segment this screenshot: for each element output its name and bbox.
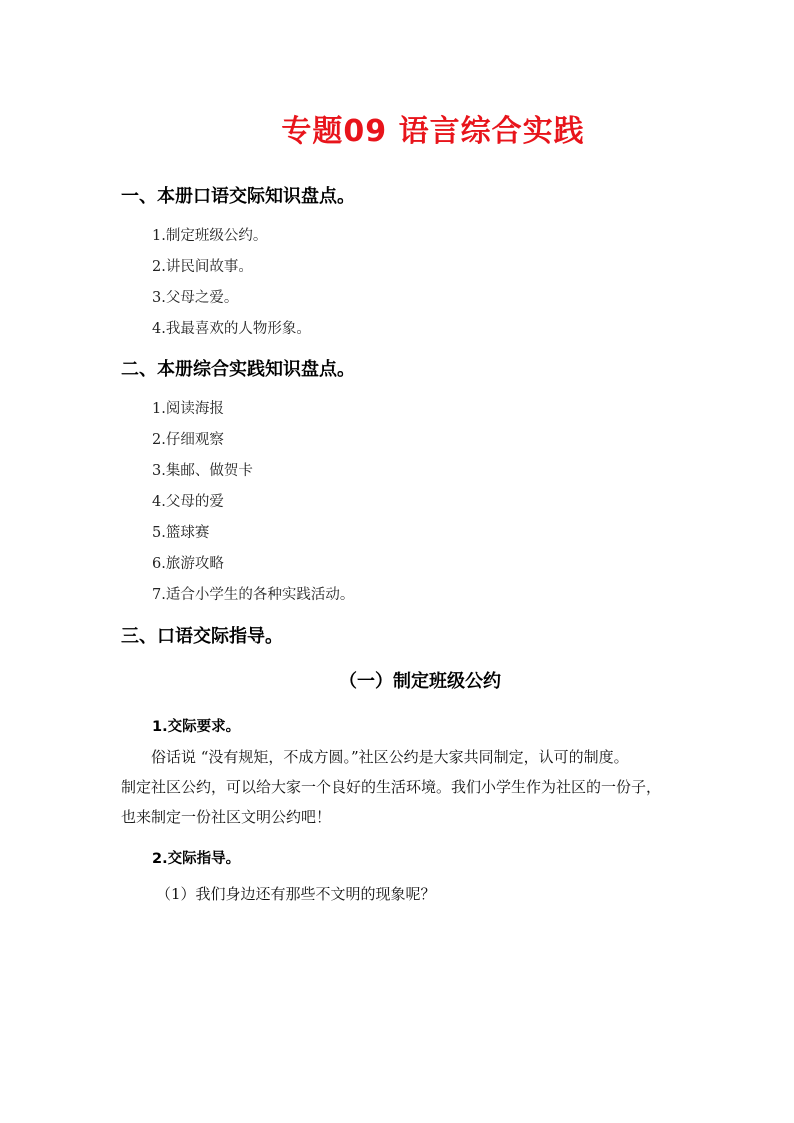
- section-heading-guidance: 三、口语交际指导。: [121, 626, 283, 647]
- requirements-paragraph: [121, 742, 681, 832]
- list-item: 3.父母之爱。: [152, 290, 239, 306]
- list-item: 3.集邮、做贺卡: [152, 463, 253, 479]
- subsection-heading: （一）制定班级公约: [339, 671, 501, 692]
- guidance-heading: 2.交际指导。: [152, 851, 241, 867]
- list-item: 6.旅游攻略: [152, 556, 224, 572]
- list-item: 4.我最喜欢的人物形象。: [152, 321, 311, 337]
- requirements-heading: 1.交际要求。: [152, 719, 241, 735]
- list-item: 5.篮球赛: [152, 525, 210, 541]
- list-item: 1.阅读海报: [152, 401, 224, 417]
- paragraph-line: 也来制定一份社区文明公约吧！: [121, 808, 332, 826]
- list-item: 7.适合小学生的各种实践活动。: [152, 587, 355, 603]
- list-item: 2.讲民间故事。: [152, 259, 253, 275]
- paragraph-line: 俗话说 “没有规矩，不成方圆。”社区公约是大家共同制定，认可的制度。: [151, 748, 629, 766]
- section-heading-oral-communication: 一、本册口语交际知识盘点。: [121, 186, 355, 207]
- list-item: 4.父母的爱: [152, 494, 224, 510]
- page-title: 专题09 语言综合实践: [281, 114, 585, 149]
- list-item: 2.仔细观察: [152, 432, 224, 448]
- paragraph-line: 制定社区公约，可以给大家一个良好的生活环境。我们小学生作为社区的一份子，: [121, 778, 662, 796]
- list-item: 1.制定班级公约。: [152, 228, 268, 244]
- guidance-question: （1）我们身边还有那些不文明的现象呢？: [156, 885, 436, 903]
- section-heading-practice: 二、本册综合实践知识盘点。: [121, 359, 355, 380]
